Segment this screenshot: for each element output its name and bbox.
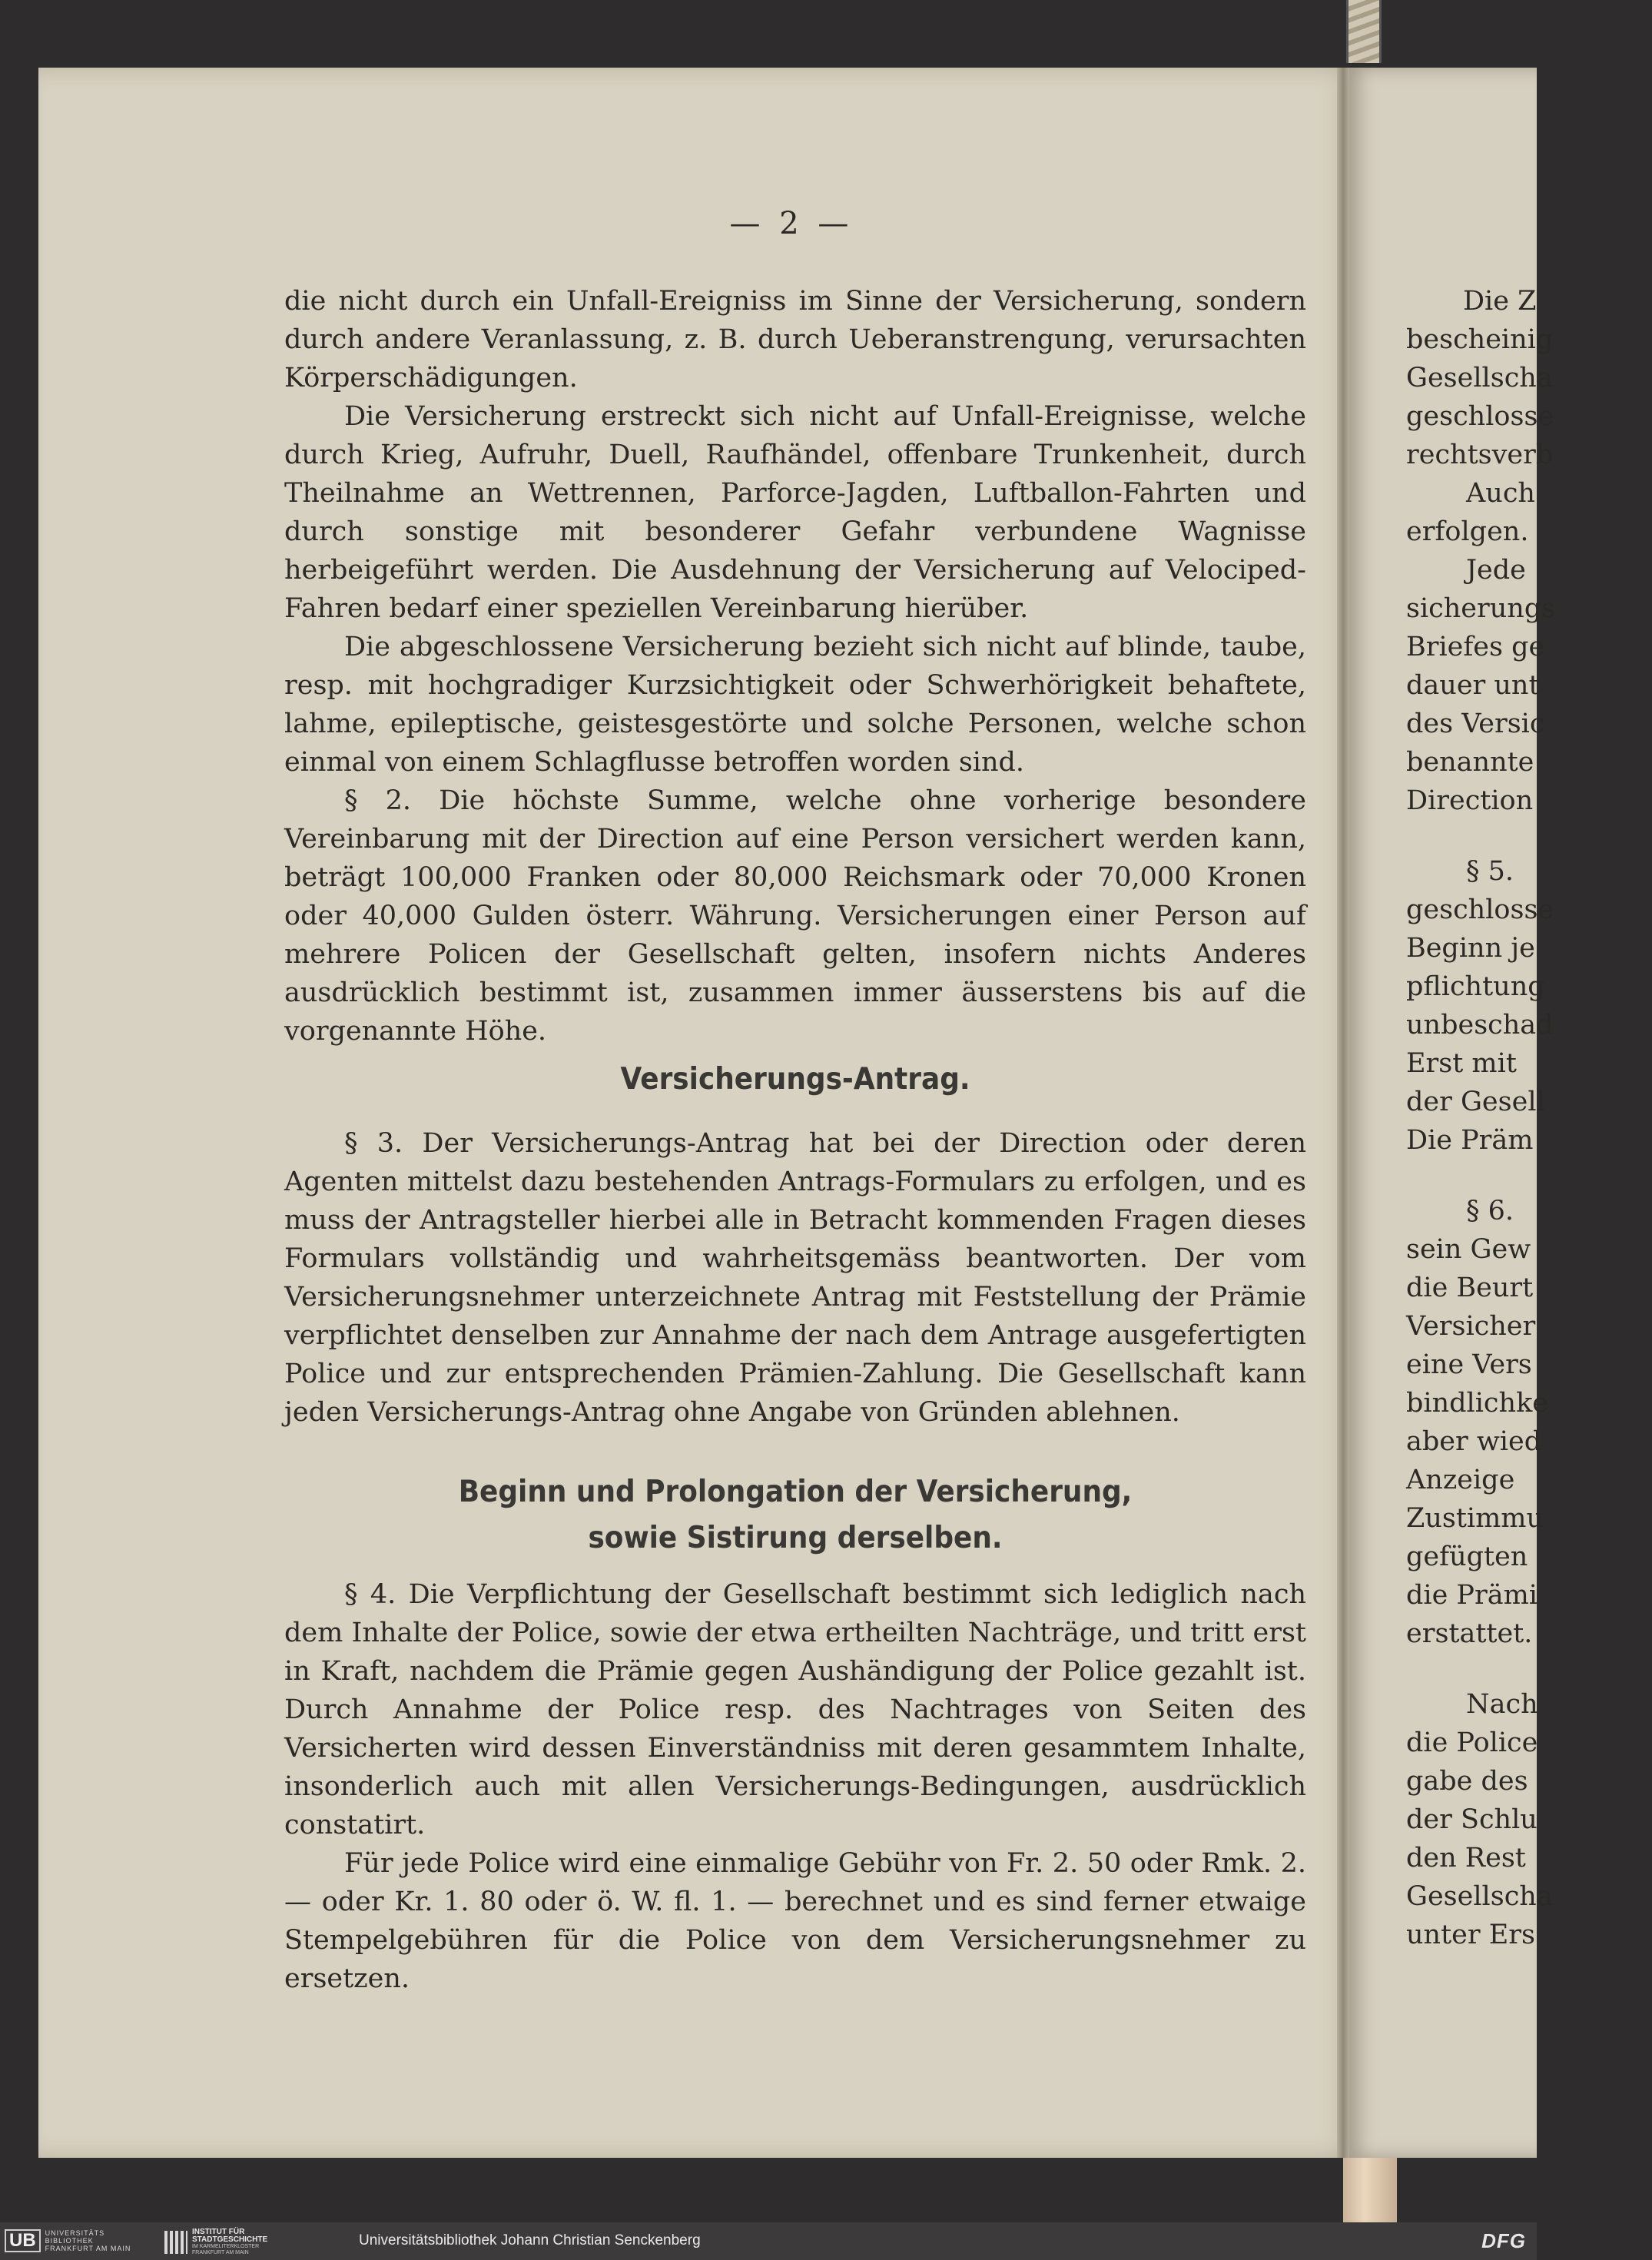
- ub-logo[interactable]: [5, 2228, 131, 2253]
- text-fragment: die Beurt: [1406, 1273, 1534, 1303]
- text-fragment: geschlosse: [1406, 894, 1554, 925]
- text-fragment: Nach: [1466, 1689, 1538, 1720]
- text-fragment: § 6.: [1466, 1196, 1514, 1226]
- text-fragment: geschlosse: [1406, 401, 1554, 432]
- text-fragment: § 5.: [1466, 856, 1514, 887]
- text-block-beginn: [284, 1575, 1306, 1998]
- text-fragment: Die Präm: [1406, 1125, 1534, 1156]
- text-fragment: Versicher: [1406, 1311, 1536, 1342]
- paragraph: die nicht durch ein Unfall-Ereigniss im Sinne der Versicherung, sondern durch andere Veranlassung, z. B. durch Ueberanstrengung, verursachten Körperschädigungen.: [284, 286, 1306, 393]
- text-fragment: Anzeige: [1406, 1465, 1515, 1495]
- section-heading-antrag: Versicherungs-Antrag.: [620, 1062, 970, 1097]
- text-fragment: eine Vers: [1406, 1349, 1532, 1380]
- text-fragment: Die Z: [1463, 286, 1537, 317]
- institute-bars-icon: [164, 2231, 187, 2254]
- viewer-footer: [0, 2222, 1537, 2260]
- paragraph: § 2. Die höchste Summe, welche ohne vorherige besondere Vereinbarung mit der Direction auf eine Person versichert werden kann, beträgt 100,000 Franken oder 80,000 Reichsmark oder 70,000 Kronen oder 40,000 Gulden österr. Währung. Versicherungen einer Person auf mehrere Policen der Gesellschaft gelten, insofern nichts Anderes ausdrücklich bestimmt ist, zusammen immer äusserstens bis auf die vorgenannte Höhe.: [284, 785, 1306, 1047]
- paragraph: Für jede Police wird eine einmalige Gebühr von Fr. 2. 50 oder Rmk. 2. — oder Kr. 1. 80 oder ö. W. fl. 1. — berechnet und es sind ferner etwaige Stempelgebühren für die Police von dem Versicherungsnehmer zu ersetzen.: [284, 1848, 1306, 1994]
- book-gutter: [1337, 68, 1349, 2158]
- paragraph: Die Versicherung erstreckt sich nicht auf Unfall-Ereignisse, welche durch Krieg, Aufruhr, Duell, Raufhändel, offenbare Trunkenheit, durch Theilnahme an Wettrennen, Parforce-Jagden, Luftballon-Fahrten und durch sonstige mit besonderer Gefahr verbundene Wagnisse herbeigeführt werden. Die Ausdehnung der Versicherung auf Velociped-Fahren bedarf einer speziellen Vereinbarung hierüber.: [284, 401, 1306, 624]
- dfg-logo[interactable]: DFG: [1481, 2229, 1526, 2252]
- text-fragment: benannte: [1406, 747, 1534, 778]
- text-fragment: des Versic: [1406, 709, 1545, 739]
- text-fragment: die Prämi: [1406, 1580, 1538, 1611]
- page-number: — 2 —: [729, 206, 854, 241]
- text-fragment: der Schlu: [1406, 1804, 1538, 1835]
- institute-text: INSTITUT FÜR STADTGESCHICHTE IM KARMELITERKLOSTER FRANKFURT AM MAIN: [192, 2228, 268, 2255]
- text-fragment: die Police: [1406, 1727, 1538, 1758]
- institute-logo[interactable]: [164, 2228, 267, 2256]
- bookmark-ribbon: [1346, 0, 1382, 63]
- text-block-intro: [284, 282, 1306, 1050]
- section-heading-beginn: [325, 1469, 1266, 1561]
- text-fragment: dauer unt: [1406, 670, 1540, 701]
- text-fragment: aber wied: [1406, 1426, 1542, 1457]
- text-fragment: rechtsverb: [1406, 440, 1554, 470]
- text-fragment: der Gesell: [1406, 1087, 1545, 1117]
- text-fragment: bescheinig: [1406, 324, 1554, 355]
- text-fragment: Gesellscha: [1406, 363, 1553, 393]
- text-fragment: erstattet.: [1406, 1618, 1533, 1649]
- paragraph: § 4. Die Verpflichtung der Gesellschaft bestimmt sich lediglich nach dem Inhalte der Police, sowie der etwa ertheilten Nachträge, und tritt erst in Kraft, nachdem die Prämie gegen Aushändigung der Police gezahlt ist. Durch Annahme der Police resp. des Nachtrages von Seiten des Versicherten wird dessen Einverständniss mit deren gesammtem Inhalte, insonderlich auch mit allen Versicherungs-Bedingungen, ausdrücklich constatirt.: [284, 1579, 1306, 1840]
- text-fragment: Zustimmu: [1406, 1503, 1544, 1534]
- library-name[interactable]: Universitätsbibliothek Johann Christian Senckenberg: [359, 2232, 701, 2248]
- paragraph: Die abgeschlossene Versicherung bezieht sich nicht auf blinde, taube, resp. mit hochgradiger Kurzsichtigkeit oder Schwerhörigkeit behaftete, lahme, epileptische, geistesgestörte und solche Personen, welche schon einmal von einem Schlagflusse betroffen worden sind.: [284, 632, 1306, 778]
- text-fragment: sein Gew: [1406, 1234, 1531, 1265]
- text-fragment: pflichtung: [1406, 971, 1545, 1002]
- text-fragment: Erst mit: [1406, 1048, 1517, 1079]
- text-block-antrag: [284, 1124, 1306, 1432]
- ub-mark: UB: [5, 2229, 41, 2252]
- text-fragment: Beginn je: [1406, 933, 1535, 964]
- page-edge-strip: [1343, 2158, 1397, 2222]
- text-fragment: Gesellscha: [1406, 1881, 1553, 1912]
- text-fragment: Direction: [1406, 785, 1534, 816]
- text-fragment: Jede: [1466, 555, 1526, 586]
- text-fragment: erfolgen.: [1406, 516, 1529, 547]
- heading-line: Beginn und Prolongation der Versicherung,: [458, 1475, 1133, 1509]
- text-fragment: den Rest: [1406, 1843, 1526, 1873]
- text-fragment: unter Ers: [1406, 1920, 1535, 1950]
- heading-line: sowie Sistirung derselben.: [588, 1521, 1003, 1555]
- text-fragment: sicherungs: [1406, 593, 1556, 624]
- right-page-text: [1406, 282, 1652, 1954]
- text-fragment: Auch: [1466, 478, 1535, 509]
- text-fragment: gabe des: [1406, 1766, 1528, 1797]
- ub-text: UNIVERSITÄTS BIBLIOTHEK FRANKFURT AM MAIN: [45, 2229, 131, 2252]
- paragraph: § 3. Der Versicherungs-Antrag hat bei der Direction oder deren Agenten mittelst dazu bestehenden Antrags-Formulars zu erfolgen, und es muss der Antragsteller hierbei alle in Betracht kommenden Fragen dieses Formulars vollständig und wahrheitsgemäss beantworten. Der vom Versicherungsnehmer unterzeichnete Antrag mit Feststellung der Prämie verpflichtet denselben zur Annahme der nach dem Antrage ausgefertigten Police und zur entsprechenden Prämien-Zahlung. Die Gesellschaft kann jeden Versicherungs-Antrag ohne Angabe von Gründen ablehnen.: [284, 1128, 1306, 1428]
- text-fragment: unbeschad: [1406, 1010, 1554, 1040]
- text-fragment: Briefes ge: [1406, 632, 1545, 662]
- text-fragment: bindlichke: [1406, 1388, 1548, 1419]
- text-fragment: gefügten: [1406, 1542, 1528, 1572]
